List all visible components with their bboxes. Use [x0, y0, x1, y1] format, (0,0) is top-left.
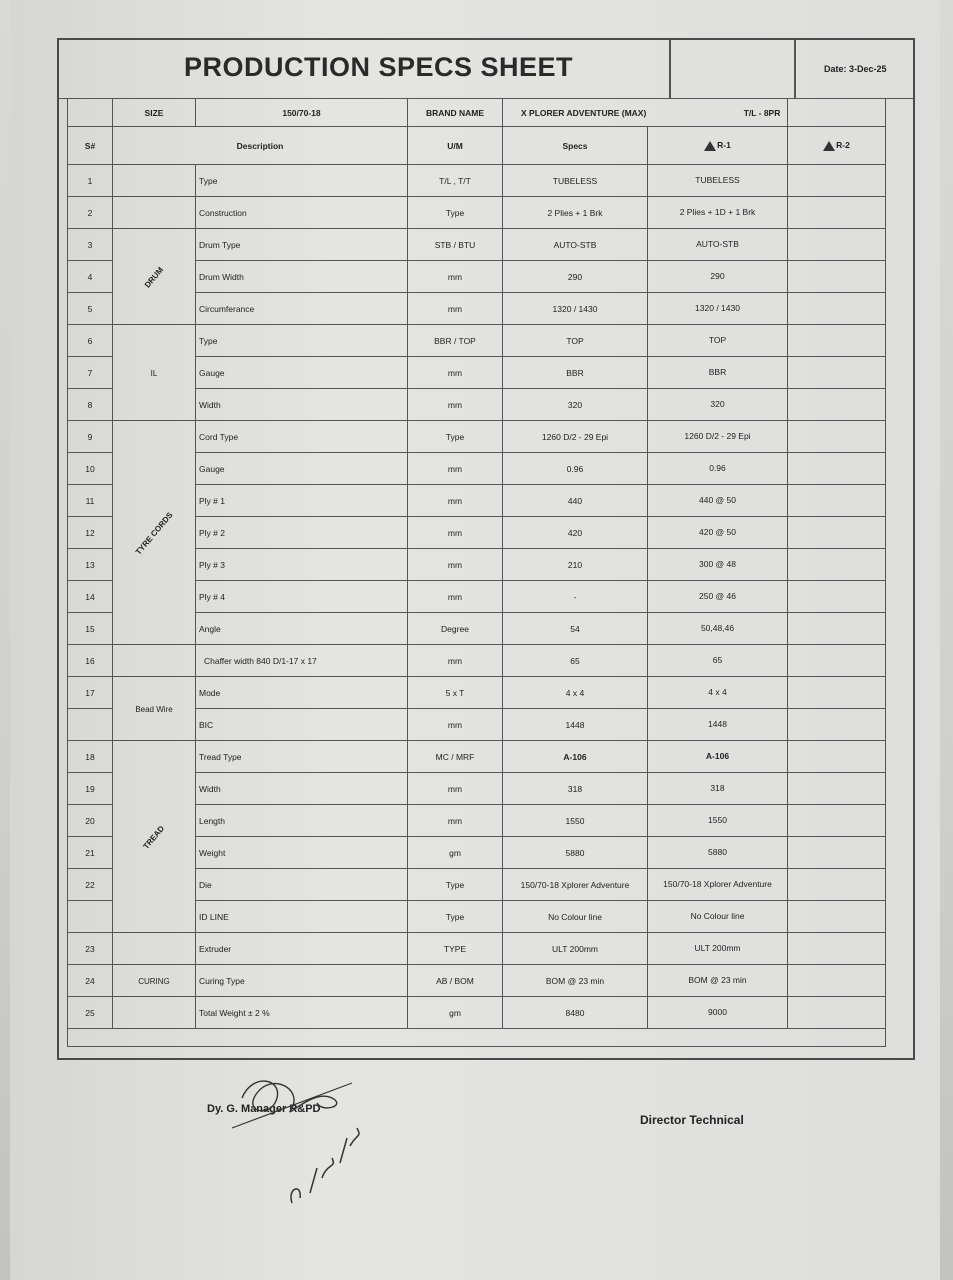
row-spec: 5880 — [503, 837, 648, 869]
row-ar2 — [788, 709, 886, 741]
row-description: Ply # 4 — [196, 581, 408, 613]
row-ar2 — [788, 741, 886, 773]
row-description: Construction — [196, 197, 408, 229]
row-ar2 — [788, 485, 886, 517]
row-number: 7 — [68, 357, 113, 389]
row-spec: 0.96 — [503, 453, 648, 485]
col-um: U/M — [408, 127, 503, 165]
row-number: 17 — [68, 677, 113, 709]
row-spec: ULT 200mm — [503, 933, 648, 965]
sheet-date: Date: 3-Dec-25 — [824, 64, 887, 74]
row-description: Cord Type — [196, 421, 408, 453]
row-spec: 1320 / 1430 — [503, 293, 648, 325]
row-unit: Degree — [408, 613, 503, 645]
row-ar1: 0.96 — [648, 453, 788, 485]
row-ar1: TUBELESS — [648, 165, 788, 197]
tl-value: T/L - 8PR — [743, 107, 781, 118]
row-unit: mm — [408, 485, 503, 517]
row-number: 9 — [68, 421, 113, 453]
row-unit: mm — [408, 805, 503, 837]
row-ar2 — [788, 613, 886, 645]
row-ar2 — [788, 965, 886, 997]
title-divider — [669, 40, 671, 98]
row-number: 18 — [68, 741, 113, 773]
row-ar2 — [788, 229, 886, 261]
row-description: Tread Type — [196, 741, 408, 773]
row-number: 10 — [68, 453, 113, 485]
row-ar1: 318 — [648, 773, 788, 805]
row-spec: 54 — [503, 613, 648, 645]
row-ar2 — [788, 261, 886, 293]
row-number: 4 — [68, 261, 113, 293]
row-unit: mm — [408, 773, 503, 805]
row-number: 23 — [68, 933, 113, 965]
table-row — [68, 325, 886, 357]
row-number: 22 — [68, 869, 113, 901]
row-unit: 5 x T — [408, 677, 503, 709]
col-sn: S# — [68, 127, 113, 165]
row-spec: 4 x 4 — [503, 677, 648, 709]
row-number: 3 — [68, 229, 113, 261]
group-label: DRUM — [142, 264, 166, 290]
row-description: Total Weight ± 2 % — [196, 997, 408, 1029]
row-description: BIC — [196, 709, 408, 741]
row-ar1: No Colour line — [648, 901, 788, 933]
row-description: ID LINE — [196, 901, 408, 933]
row-ar1: 290 — [648, 261, 788, 293]
table-row — [68, 997, 886, 1029]
row-spec: TOP — [503, 325, 648, 357]
group-cell — [113, 197, 196, 229]
size-value: 150/70-18 — [196, 99, 408, 127]
group-cell — [113, 933, 196, 965]
table-row — [68, 421, 886, 453]
row-unit: TYPE — [408, 933, 503, 965]
row-number: 1 — [68, 165, 113, 197]
row-unit: Type — [408, 197, 503, 229]
row-ar2 — [788, 933, 886, 965]
row-ar1: AUTO-STB — [648, 229, 788, 261]
group-label: Bead Wire — [135, 704, 173, 714]
row-ar1: TOP — [648, 325, 788, 357]
row-ar1: 1550 — [648, 805, 788, 837]
group-cell — [113, 677, 196, 741]
row-ar2 — [788, 901, 886, 933]
row-description: Angle — [196, 613, 408, 645]
row-unit: Type — [408, 869, 503, 901]
row-spec: BBR — [503, 357, 648, 389]
triangle-icon — [704, 141, 716, 151]
row-number: 15 — [68, 613, 113, 645]
row-unit: STB / BTU — [408, 229, 503, 261]
row-number: 2 — [68, 197, 113, 229]
table-row — [68, 677, 886, 709]
row-spec: 65 — [503, 645, 648, 677]
row-unit: mm — [408, 389, 503, 421]
group-label: TYRE CORDS — [133, 510, 175, 556]
row-ar2 — [788, 293, 886, 325]
info-row — [68, 99, 886, 127]
row-description: Ply # 1 — [196, 485, 408, 517]
page-title: PRODUCTION SPECS SHEET — [184, 52, 574, 82]
row-ar2 — [788, 869, 886, 901]
blank-cell — [68, 99, 113, 127]
row-description: Width — [196, 389, 408, 421]
row-description: Length — [196, 805, 408, 837]
row-spec: - — [503, 581, 648, 613]
handwritten-signature — [222, 1068, 382, 1218]
row-unit: AB / BOM — [408, 965, 503, 997]
row-spec: 1448 — [503, 709, 648, 741]
col-description — [113, 127, 408, 165]
title-row — [59, 40, 913, 99]
table-row — [68, 165, 886, 197]
row-number — [68, 901, 113, 933]
row-description: Ply # 2 — [196, 517, 408, 549]
table-row — [68, 645, 886, 677]
row-number: 14 — [68, 581, 113, 613]
row-number: 21 — [68, 837, 113, 869]
row-number: 5 — [68, 293, 113, 325]
col-ar2 — [788, 127, 886, 165]
row-ar1: 440 @ 50 — [648, 485, 788, 517]
size-label: SIZE — [113, 99, 196, 127]
row-ar1: 50,48,46 — [648, 613, 788, 645]
row-number: 8 — [68, 389, 113, 421]
row-ar1: 2 Plies + 1D + 1 Brk — [648, 197, 788, 229]
row-ar2 — [788, 773, 886, 805]
row-ar1: 1448 — [648, 709, 788, 741]
row-ar1: BBR — [648, 357, 788, 389]
row-number: 20 — [68, 805, 113, 837]
group-label: IL — [150, 368, 158, 378]
row-unit: Type — [408, 901, 503, 933]
row-description: Curing Type — [196, 965, 408, 997]
row-spec: BOM @ 23 min — [503, 965, 648, 997]
signature-director: Director Technical — [640, 1113, 744, 1127]
table-row — [68, 933, 886, 965]
row-unit: Type — [408, 421, 503, 453]
row-ar2 — [788, 517, 886, 549]
row-unit: gm — [408, 997, 503, 1029]
row-number: 16 — [68, 645, 113, 677]
row-ar2 — [788, 837, 886, 869]
row-ar2 — [788, 325, 886, 357]
row-description: Ply # 3 — [196, 549, 408, 581]
row-description: Type — [196, 165, 408, 197]
table-row — [68, 741, 886, 773]
row-number: 13 — [68, 549, 113, 581]
row-spec: 2 Plies + 1 Brk — [503, 197, 648, 229]
row-ar1: 150/70-18 Xplorer Adventure — [648, 869, 788, 901]
row-ar2 — [788, 997, 886, 1029]
row-number: 12 — [68, 517, 113, 549]
row-spec: 290 — [503, 261, 648, 293]
row-spec: 440 — [503, 485, 648, 517]
brand-value — [503, 99, 788, 127]
group-label: TREAD — [141, 823, 167, 851]
row-ar1: ULT 200mm — [648, 933, 788, 965]
row-unit: mm — [408, 581, 503, 613]
row-ar1: 300 @ 48 — [648, 549, 788, 581]
row-ar1: 420 @ 50 — [648, 517, 788, 549]
row-description: Chaffer width 840 D/1-17 x 17 — [196, 645, 408, 677]
row-description: Extruder — [196, 933, 408, 965]
col-ar1-text: R-1 — [717, 140, 731, 151]
row-description: Mode — [196, 677, 408, 709]
group-label: CURING — [138, 976, 170, 986]
row-description: Drum Width — [196, 261, 408, 293]
group-cell — [113, 645, 196, 677]
col-ar1 — [648, 127, 788, 165]
row-unit: mm — [408, 453, 503, 485]
row-ar2 — [788, 389, 886, 421]
row-ar2 — [788, 421, 886, 453]
row-spec: 318 — [503, 773, 648, 805]
signature-dy-gm: Dy. G. Manager R&PD — [207, 1103, 321, 1115]
blank-row — [68, 1029, 886, 1047]
table-row — [68, 229, 886, 261]
row-spec: 420 — [503, 517, 648, 549]
row-number: 6 — [68, 325, 113, 357]
row-description: Width — [196, 773, 408, 805]
row-ar1: A-106 — [648, 741, 788, 773]
row-ar2 — [788, 197, 886, 229]
row-unit: MC / MRF — [408, 741, 503, 773]
row-unit: mm — [408, 549, 503, 581]
row-spec: 320 — [503, 389, 648, 421]
brand-value-text: X PLORER ADVENTURE (MAX) — [521, 107, 647, 118]
blank-cell — [788, 99, 886, 127]
row-description: Weight — [196, 837, 408, 869]
row-ar2 — [788, 677, 886, 709]
row-unit: mm — [408, 517, 503, 549]
row-spec: 210 — [503, 549, 648, 581]
row-spec: No Colour line — [503, 901, 648, 933]
row-ar2 — [788, 453, 886, 485]
row-ar1: BOM @ 23 min — [648, 965, 788, 997]
col-ar2-text: R-2 — [836, 140, 850, 151]
row-spec: AUTO-STB — [503, 229, 648, 261]
group-cell — [113, 741, 196, 933]
row-unit: BBR / TOP — [408, 325, 503, 357]
row-number: 24 — [68, 965, 113, 997]
row-unit: mm — [408, 357, 503, 389]
group-cell — [113, 997, 196, 1029]
column-header-row — [68, 127, 886, 165]
specs-sheet — [57, 38, 915, 1060]
row-ar1: 1320 / 1430 — [648, 293, 788, 325]
row-number: 19 — [68, 773, 113, 805]
row-unit: mm — [408, 645, 503, 677]
row-ar2 — [788, 581, 886, 613]
group-cell — [113, 325, 196, 421]
table-row — [68, 1029, 886, 1047]
row-spec: TUBELESS — [503, 165, 648, 197]
row-ar1: 4 x 4 — [648, 677, 788, 709]
col-description-text: Description — [236, 140, 284, 151]
row-description: Drum Type — [196, 229, 408, 261]
specs-table — [67, 98, 886, 1047]
row-spec: 150/70-18 Xplorer Adventure — [503, 869, 648, 901]
row-description: Circumferance — [196, 293, 408, 325]
row-spec: 8480 — [503, 997, 648, 1029]
group-cell — [113, 965, 196, 997]
row-unit: T/L , T/T — [408, 165, 503, 197]
brand-label: BRAND NAME — [408, 99, 503, 127]
row-description: Gauge — [196, 453, 408, 485]
row-ar2 — [788, 805, 886, 837]
row-ar1: 250 @ 46 — [648, 581, 788, 613]
row-ar1: 320 — [648, 389, 788, 421]
row-ar2 — [788, 549, 886, 581]
row-ar1: 9000 — [648, 997, 788, 1029]
row-ar2 — [788, 357, 886, 389]
row-spec: 1550 — [503, 805, 648, 837]
row-ar1: 65 — [648, 645, 788, 677]
table-row — [68, 197, 886, 229]
row-ar1: 5880 — [648, 837, 788, 869]
row-description: Gauge — [196, 357, 408, 389]
row-ar2 — [788, 645, 886, 677]
row-number: 25 — [68, 997, 113, 1029]
row-spec: 1260 D/2 - 29 Epi — [503, 421, 648, 453]
row-number: 11 — [68, 485, 113, 517]
row-unit: gm — [408, 837, 503, 869]
group-cell — [113, 229, 196, 325]
table-row — [68, 965, 886, 997]
row-spec: A-106 — [503, 741, 648, 773]
row-description: Die — [196, 869, 408, 901]
group-cell — [113, 165, 196, 197]
col-specs: Specs — [503, 127, 648, 165]
group-cell — [113, 421, 196, 645]
row-unit: mm — [408, 293, 503, 325]
row-ar1: 1260 D/2 - 29 Epi — [648, 421, 788, 453]
row-unit: mm — [408, 709, 503, 741]
triangle-icon — [823, 141, 835, 151]
title-divider — [794, 40, 796, 98]
row-ar2 — [788, 165, 886, 197]
row-description: Type — [196, 325, 408, 357]
row-number — [68, 709, 113, 741]
row-unit: mm — [408, 261, 503, 293]
